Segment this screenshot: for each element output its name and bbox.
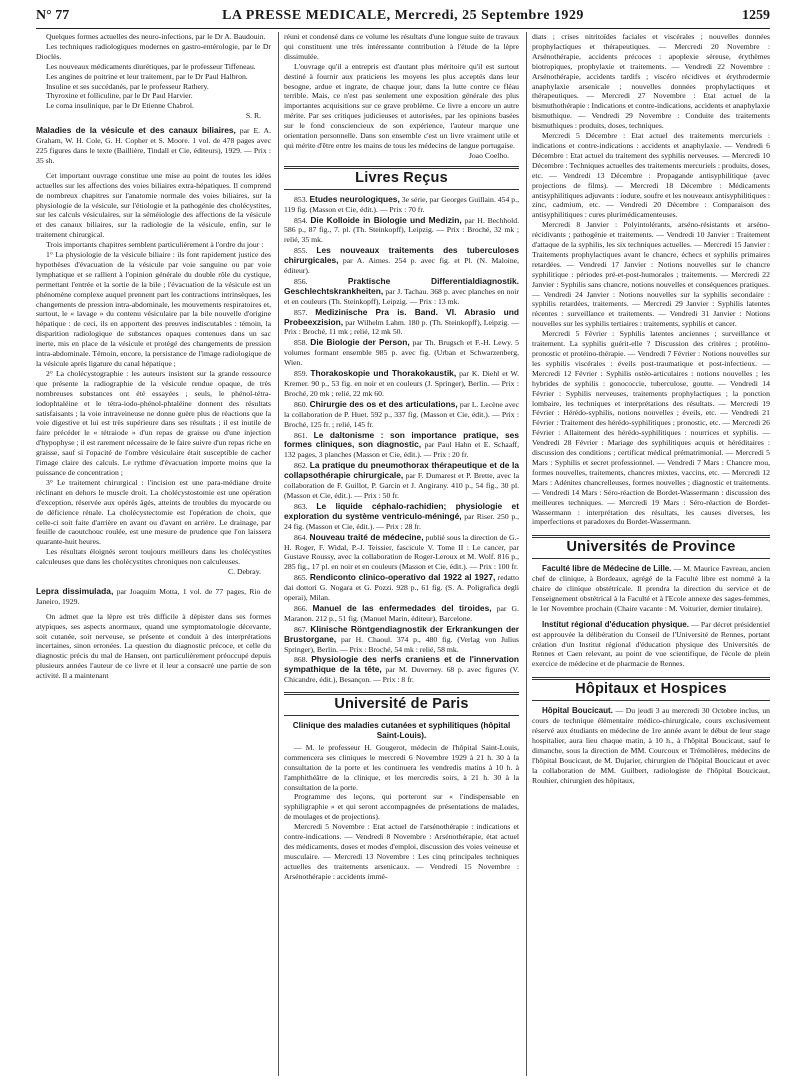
page-header bbox=[36, 6, 770, 29]
intro-list bbox=[36, 32, 271, 111]
news-item bbox=[532, 706, 770, 785]
course-text: — M. le professeur H. Gougerot, médecin de l'hôpital Saint-Louis, commencera ses cliniques le mercredi 6 Novembre 1929 à 21 h. 30 à la consultation de la porte et les continuera les vendredis matins à 10 h. à l'amphithéâtre de la clinique, et les mercredis soirs, à 21 h. 30 à la consultation de la porte. bbox=[284, 742, 519, 792]
review-citation: par E. A. Graham, W. H. Cole, G. H. Copher et S. Moore. 1 vol. de 478 pages avec 225 figures dans le texte (Baillière, Tindall et Cie, éditeurs), 1929. — Prix : 35 sh. bbox=[36, 126, 271, 165]
section-rule bbox=[532, 535, 770, 538]
news-text: — Du jeudi 3 au mercredi 30 Octobre inclus, un cours de technique élémentaire médico-chirurgicale, cours exclusivement réservé aux étudiants en médecine de 1re année avant le début de leur stage hospitalier, aura lieu chaque matin, à 10 h., à l'hôpital Boucicaut, sauf le dimanche, sous la direction de MM. Courcoux et Trémolières, médecins de l'hôpital Boucicaut, de M. Dujarier, chirurgien de l'hôpital Boucicaut et avec la collaboration de MM. Guilbert, radiologiste de l'hôpital Boucicaut, Rouhier, chirurgien des hôpitaux, bbox=[532, 706, 770, 785]
livres-heading: Livres Reçus bbox=[355, 169, 448, 186]
review-paragraph: Trois importants chapitres semblent particulièrement à l'ordre du jour : bbox=[46, 240, 264, 250]
book-title: Thorakoskopie und Thorakokaustik, bbox=[310, 368, 457, 379]
book-details: par Th. Brugsch et F.-H. Lewy. 5 volumes formant ensemble 985 p. avec fig. (Urban et Schwarzenberg, Wien. bbox=[284, 338, 519, 368]
book-title: Die Kolloide in Biologie und Medizin, bbox=[310, 214, 462, 225]
book-entry bbox=[284, 655, 519, 685]
book-entry bbox=[284, 431, 519, 461]
book-details: par K. Diehl et W. Kremer. 90 p., 53 fig. en noir et en couleurs (J. Springer), Berlin. — Prix : Broché, 20 mk ; relié, 22 mk 60. bbox=[284, 369, 519, 398]
book-details: par M. Duverney. 68 p. avec figures (V. Chicandre, édit.), Besançon. — Prix : 8 fr. bbox=[284, 665, 519, 685]
schedule-text: Mercredi 5 Février : Syphilis latentes anciennes ; surveillance et traitement. La syphilis guérit-elle ? Discussion des critères ; protéino-pronostic et protéino-thérapie. — Vendredi 7 Février : Notions nouvelles sur les syphilis viscérales : éveils post-traumatique et post-infectieux. — Mercredi 12 Février : Syphilis ostéo-articulaires : notions nouvelles ; les hybrides de syphilis : gonococcie, tuberculose, goutte. — Vendredi 14 Février : Syphilis nerveuses, traitements prophylactiques ; la ponction lombaire, les techniques et interprétations des résultats. — Mercredi 19 Février : Hérédo-syphilis, notions nouvelles ; éveils, etc. — Vendredi 21 Février : Traitement des hérédo-syphilitiques ; pronostic, etc. — Mercredi 26 Février : Allaitement des hérédo-syphilitiques : nourrices et syphilis. — Vendredi 28 Février : Mariage des syphilitiques acquis et héréditaires : discussion des conditions ; certificat médical prématrimonial. — Mercredi 5 Mars : Syphilis et secret professionnel. — Vendredi 7 Mars : Chancre mou, formes nouvelles, traitements, chancres mixtes, vaccins, etc. — Mercredi 12 Mars : Adénites chancrelleuses, formes nouvelles ; diagnostic et traitements. — Vendredi 14 Mars : Séro-réaction de Bordet-Wassermann : discussion des meilleures techniques. — Mercredi 19 Mars : Séro-réaction de Bordet-Wassermann : interprétation des résultats, les causes diverses, les imperfections et paradoxes du Bordet-Wassermann. bbox=[532, 329, 770, 527]
book-number: 863. bbox=[294, 501, 308, 511]
book-title: Le daltonisme : son importance pratique, ses formes cliniques, son diagnostic, bbox=[284, 429, 519, 450]
book-number: 861. bbox=[294, 430, 308, 440]
review-paragraph: On admet que la lèpre est très difficile à dépister dans ses formes atypiques, ses aspects anormaux, quand une symptomatologie décevante, soit cutanée, soit nerveuse, se présente et conduit à des interprétations incertaines, sinon erronées. La question du diagnostic précoce, et celle du diagnostic précis du mal de Hansen, ont particulièrement préoccupé depuis plusieurs années l'auteur de ce livre et il leur a consacré une partie de son activité. Il a maintenant bbox=[36, 611, 271, 681]
issue-number: N° 77 bbox=[36, 8, 70, 23]
journal-title: LA PRESSE MEDICALE, Mercredi, 25 Septembre 1929 bbox=[222, 8, 584, 23]
book-title: Les nouveaux traitements des tuberculoses chirurgicales, bbox=[284, 245, 519, 266]
review-body bbox=[36, 171, 271, 567]
book-entry bbox=[284, 338, 519, 368]
page-folio: 1259 bbox=[742, 8, 770, 23]
section-rule bbox=[284, 715, 519, 716]
intro-line: Le coma insulinique, par le Dr Etienne Chabrol. bbox=[46, 101, 194, 111]
book-title: Medizinische Pra is. Band. VI. Abrasio und Probeexzision, bbox=[284, 306, 519, 327]
schedule-text: Mercredi 5 Décembre : Etat actuel des traitements mercuriels : indications et contre-indications : accidents et anaphylaxie. — Vendredi 6 Décembre : Etat actuel du traitement des syphilis nerveuses. — Mercredi 10 Décembre : Techniques actuelles des traitements mercuriels : produits, doses, etc. — Vendredi 13 Décembre : Propagande antisyphilitique (avec projections de films). — Mercredi 18 Décembre : Médicaments antisyphilitiques adjuvants : iodure, soufre et les nouveaux antisyphilitiques : zinc, cadmium, etc. — Vendredi 20 Décembre : Comparaison des antisyphilitiques : cures plurimédicamenteuses. bbox=[532, 131, 770, 220]
review-paragraph: 1° La physiologie de la vésicule biliaire : ils font rapidement justice des hypothèses d'évacuation de la vésicule par voie sanguine ou par voie lymphatique et se rallient à l'opinion générale du double rôle du cystique, permettant l'entrée et la sortie de la bile ; l'évacuation de la vésicule est un phénomène complexe auquel prennent part les contractions intrinsèques, les changements de pression intra-abdominale, les mouvements respiratoires et, surtout, le « lavage » du contenu vésiculaire par la bile nouvelle d'origine hépatique : de ceci, ils en apportent des preuves indiscutables : témoin, la disparition radiologique de substances opaques contenues dans un sac inerte, mis en place de la vésicule et protégé des changements de pression intra-abdominale. Témoin, encore, la persistance de l'image radiologique de la vésicule après ligature du canal hépatique ; bbox=[36, 250, 271, 368]
book-entry bbox=[284, 277, 519, 307]
book-entry bbox=[284, 308, 519, 338]
book-details: par L. Lecène avec la collaboration de P. Huet. 592 p., 337 fig. (Masson et Cie, édit.). — Prix : Broché, 125 fr. ; relié, 145 fr. bbox=[284, 399, 519, 429]
book-entry bbox=[284, 400, 519, 430]
book-entry bbox=[284, 625, 519, 655]
column-divider bbox=[526, 32, 527, 1076]
book-number: 858. bbox=[294, 338, 308, 348]
review-paragraph: 2° La cholécystographie : les auteurs insistent sur la grande ressource que présente la radiographie de la vésicule rendue opaque, de très nombreuses substances ont été essayées ; seuls, le phénol-tétra-iodophtaléine et le tétra-iodo-phénol-phtaléine donnent des résultats satisfaisants ; la voie intraveineuse ne donne guère plus de réactions que la voie digestive et lui est très supérieure dans ses résultats ; il est inutile de faire précéder le « tétraiode » d'un repas de graisse ou d'une injection d'hypophyse ; il est rarement nécessaire de le faire suivre d'un repas riche en graisse, sauf si l'opacité de l'ombre vésiculaire était susceptible de cacher l'image claire des calculs. Le rythme d'évacuation importe moins que la puissance de concentration ; bbox=[36, 368, 271, 477]
review-title: Lepra dissimulada, bbox=[36, 585, 114, 596]
news-title: Hôpital Boucicaut. bbox=[542, 706, 613, 716]
course-text: Mercredi 5 Novembre : Etat actuel de l'arsénothérapie : indications et contre-indications. — Vendredi 8 Novembre : Arsénothérapie, état actuel des médicaments, doses et modes d'emploi, discussion des voies veineuse et musculaire. — Mercredi 13 Novembre : Les cinq principales techniques actuelles des traitements arsenicaux. — Vendredi 15 Novembre : Arsénothérapie : accidents immé- bbox=[284, 822, 519, 881]
column-3 bbox=[532, 32, 770, 1076]
review-paragraph: L'ouvrage qu'il a entrepris est d'autant plus méritoire qu'il est surtout destiné à fournir aux praticiens les moyens les plus acceptés dans leur besogne, ardue et ingrate, de chaque jour, dans la lutte contre ce fléau terrible. Mais, ce n'est pas seulement une exposition générale des plus importantes acquisitions sur ce grave problème. Ce livre a encore un autre mérite. Par ses critiques judicieuses et autorisées, par les opinions basées sur le fond consciencieux de son expérience, l'auteur marque une orientation personnelle. Dans son ensemble c'est un livre vraiment utile et qui mérite d'être entre les mains de tous les médecins de langue portugaise. bbox=[284, 61, 519, 150]
review-heading bbox=[36, 126, 271, 166]
book-details: par H. Bechhold. 586 p., 87 fig., 7. pl. (Th. Steinkopff), Leipzig. — Prix : Broché, 32 mk ; relié, 35 mk. bbox=[284, 215, 519, 245]
book-details: redatto dai dottori G. Nogara et G. Pozzi. 928 p., 61 fig. (S. A. Poligrafica degli operai), Milan. bbox=[284, 573, 519, 603]
book-entry bbox=[284, 461, 519, 501]
book-details: par J. Tachau. 368 p. avec planches en noir et en couleurs (Th. Steinkopff), Leipzig. — Prix : 13 mk. bbox=[284, 286, 519, 306]
section-rule bbox=[284, 692, 519, 695]
news-text: — M. Maurice Favreau, ancien chef de clinique, à Bordeaux, agrégé de la Faculté libre est nommé à la chaire de clinique obstétricale. Il prendra la direction du service et de l'enseignement obstétrical à la Faculté et à l'Ecole annexe des sages-femmes, le 1er Novembre prochain (Chaire vacante : M. Voiturier, dernier titulaire). bbox=[532, 564, 770, 613]
book-title: Le liquide céphalo-rachidien; physiologie et exploration du système ventriculo-méningé, bbox=[284, 500, 519, 521]
column-2 bbox=[284, 32, 519, 1076]
review-paragraph: Cet important ouvrage constitue une mise au point de toutes les idées actuelles sur les affections des voies biliaires extra-hépatiques. Il comprend de nombreux chapitres sur l'anatomie normale des voies biliaires, sur la physiologie de la vésicule, sur l'étiologie et la pathogénie des cholécystites, sur les calculs vésiculaires, sur la séméiologie des affections de la vésicule et des canaux biliaires, sur la radiologie de la vésicule, enfin, sur le traitement chirurgical. bbox=[36, 170, 271, 240]
book-number: 857. bbox=[294, 307, 308, 317]
book-number: 860. bbox=[294, 399, 308, 409]
course-text: Programme des leçons, qui porteront sur « l'indispensable en syphiligraphie » et qui seront accompagnées de présentations de malades, de moulages et de projections). bbox=[284, 792, 519, 822]
signature: S. R. bbox=[245, 111, 261, 121]
book-entry bbox=[284, 369, 519, 399]
review-title: Maladies de la vésicule et des canaux biliaires, bbox=[36, 125, 236, 136]
schedule-text: diats ; crises nitritoïdes faciales et viscérales ; nouvelles données prophylactiques et thérapeutiques. — Mercredi 20 Novembre : Arsénothérapie, accidents précoces : apoplexie séreuse, érythèmes biotropiques, prophylaxie et traitements. — Vendredi 22 Novembre : Arsénothérapie, accidents tardifs ; viscéro récidives et érythrodermie anaphylaxie arsenicale ; nouvelles données prophylactiques et thérapeutiques. — Mercredi 27 Novembre : Etat actuel de la bismuthothérapie : Indications et contre-indications, accidents et anaphylaxie bismuthique. — Vendredi 29 Novembre : Conduite des traitements bismuthiques : produits, doses, techniques. bbox=[532, 32, 770, 131]
section-rule bbox=[532, 700, 770, 701]
news-title: Institut régional d'éducation physique. bbox=[542, 619, 689, 629]
news-item bbox=[532, 620, 770, 670]
book-title: Manuel de las enfermedades del tiroides, bbox=[312, 602, 492, 613]
book-number: 862. bbox=[294, 461, 308, 471]
book-title: Nouveau traité de médecine, bbox=[309, 531, 424, 542]
review-heading bbox=[36, 587, 271, 607]
book-details: par G. Maranon. 212 p., 51 fig. (Manuel Marin, éditeur), Barcelone. bbox=[284, 603, 519, 623]
column-1 bbox=[36, 32, 271, 1076]
book-title: Die Biologie der Person, bbox=[310, 337, 410, 348]
intro-line: Les nouveaux médicaments diurétiques, par le professeur Tiffeneau. bbox=[46, 61, 256, 71]
signature: Joao Coelho. bbox=[468, 150, 509, 160]
book-number: 855. bbox=[294, 246, 308, 256]
section-rule bbox=[284, 189, 519, 190]
section-rule bbox=[284, 166, 519, 169]
review-paragraph: réuni et condensé dans ce volume les résultats d'une longue suite de travaux qui constituent une très intéressante contribution à l'étude de la lèpre dissimulée. bbox=[284, 32, 519, 61]
book-number: 859. bbox=[294, 369, 308, 379]
section-rule bbox=[532, 677, 770, 680]
book-number: 865. bbox=[294, 573, 308, 583]
book-entry bbox=[284, 195, 519, 215]
intro-line: Les angines de poitrine et leur traitement, par le Dr Paul Halbron. bbox=[46, 71, 248, 81]
review-paragraph: Les résultats éloignés seront toujours meilleurs dans les cholécystites calculeuses que dans les cholécystites chroniques non calculeuses. bbox=[36, 547, 271, 567]
review-citation: par Joaquim Motta, 1 vol. de 77 pages, Rio de Janeiro, 1929. bbox=[36, 586, 271, 606]
news-item bbox=[532, 564, 770, 614]
book-title: Klinische Röntgendiagnostik der Erkrankungen der Brustorgane, bbox=[284, 623, 519, 644]
book-title: La pratique du pneumothorax thérapeutique et de la collapsothérapie chirurgicale, bbox=[284, 460, 519, 481]
column-divider bbox=[278, 32, 279, 1076]
book-details: par Riser. 250 p., 24 fig. (Masson et Cie, édit.). — Prix : 28 fr. bbox=[284, 511, 519, 531]
course-title: Clinique des maladies cutanées et syphilitiques (hôpital Saint-Louis). bbox=[292, 721, 511, 740]
book-title: Etudes neurologiques, bbox=[309, 193, 400, 204]
intro-line: Les techniques radiologiques modernes en gastro-entérologie, par le Dr Dioclès. bbox=[36, 41, 271, 61]
book-details: par F. Dumarest et P. Brette, avec la collaboration de F. Guillot, P. Garcin et J. Angirany. 410 p., 54 fig., 30 pl. (Masson et Cie, édit.). — Prix : 50 fr. bbox=[284, 471, 519, 500]
book-title: Chirurgie des os et des articulations, bbox=[309, 398, 458, 409]
university-heading: Université de Paris bbox=[334, 696, 469, 713]
book-details: par A. Aimes. 254 p. avec fig. et Pl. (N. Maloine, éditeur). bbox=[284, 256, 519, 276]
book-title: Rendiconto clinico-operativo dal 1922 al 1927, bbox=[309, 572, 496, 583]
book-number: 853. bbox=[294, 194, 308, 204]
book-details: par Paul Hahn et E. Schaaff, 132 pages, 3 planches (Masson et Cie, édit.). — Prix : 20 fr. bbox=[284, 440, 519, 460]
book-entry bbox=[284, 573, 519, 603]
book-title: Praktische Differentialdiagnostik. Geschlechtskrankheiten, bbox=[284, 275, 519, 296]
intro-line: Thyroxine et folliculine, par le Dr Paul Harvier. bbox=[46, 91, 193, 101]
book-number: 868. bbox=[294, 655, 308, 665]
signature: C. Debray. bbox=[227, 567, 261, 577]
book-number: 867. bbox=[294, 624, 308, 634]
book-details: publié sous la direction de G.-H. Roger, F. Widal, P.-J. Teissier, fascicule V. Tome II : Le cancer, par Gustave Roussy, avec la collaboration de Roger-Leroux et M. Wolf. 816 p., 285 fig., 17 pl. en noir et en couleurs (Masson et Cie, édit.). — Prix : 100 fr. bbox=[284, 532, 519, 572]
book-details: par H. Chaoul. 374 p., 480 fig. (Verlag von Julius Springer), Berlin. — Prix : Broché, 54 mk : relié, 58 mk. bbox=[284, 634, 519, 654]
book-number: 854. bbox=[294, 215, 308, 225]
news-title: Faculté libre de Médecine de Lille. bbox=[542, 564, 672, 574]
book-title: Physiologie des nerfs craniens et de l'innervation sympathique de la tête, bbox=[284, 654, 519, 675]
section-rule bbox=[532, 558, 770, 559]
news-text: — Par décret présidentiel est approuvée la délibération du Conseil de l'Université de Rennes, portant création d'un Institut régional d'éducation physique des Universités de Rennes et Caen relevant, au point de vue scientifique, de l'école de plein exercice de médecine et de pharmacie de Rennes. bbox=[532, 619, 770, 669]
book-details: par Wilhelm Lahm. 180 p. (Th. Steinkopff), Leipzig. — Prix : Broché, 11 mk ; relié, 12 mk 50. bbox=[284, 317, 519, 337]
intro-line: Insuline et ses succédanés, par le professeur Rathery. bbox=[46, 81, 209, 91]
books-list bbox=[284, 195, 519, 686]
book-details: 3e série, par Georges Guillain. 454 p., 119 fig. (Masson et Cie, édit.). — Prix : 70 fr. bbox=[284, 194, 519, 214]
book-entry bbox=[284, 533, 519, 573]
hospitals-heading: Hôpitaux et Hospices bbox=[575, 681, 727, 698]
book-number: 864. bbox=[294, 532, 308, 542]
schedule-text: Mercredi 8 Janvier : Polyintolérants, arséno-résistants et arséno-récidivants ; pathogénie et traitements. — Vendredi 10 Janvier : Traitement d'attaque de la syphilis, les six techniques actuelles. — Mercredi 15 Janvier : Traitements prophylactiques avant le chancre, échecs et syphilis primaires retardées. — Vendredi 17 Janvier : Notions nouvelles sur le chancre syphilitique : périodes pré-et-post-humorales ; traitements. — Mercredi 22 Janvier : Syphilis sans chancre, notions nouvelles et conséquences pratiques. — Vendredi 24 Janvier : Notions nouvelles sur la syphilis secondaire : syphilis retardées, traitements. — Mercredi 29 Janvier : Syphilis latentes récentes : surveillance et traitements. — Vendredi 31 Janvier : Notions nouvelles sur les syphilis tertiaires : traitements, syphilis et cancer. bbox=[532, 220, 770, 329]
book-entry bbox=[284, 502, 519, 532]
book-number: 856. bbox=[294, 276, 308, 286]
book-entry bbox=[284, 246, 519, 276]
province-heading: Universités de Province bbox=[566, 539, 736, 556]
book-entry bbox=[284, 216, 519, 246]
book-entry bbox=[284, 604, 519, 624]
intro-line: Quelques formes actuelles des neuro-infections, par le Dr A. Baudouin. bbox=[46, 32, 266, 41]
review-paragraph: 3° Le traitement chirurgical : l'incision est une para-médiane droite réclinant en dehors le muscle droit. La cholécystostomie est une opération d'exception, réservée aux opérés âgés, atteints de troubles du myocarde ou de déficience rénale. La cholécystectomie est l'opération de choix, que celle-ci soit faite d'arrière en avant ou d'avant en arrière. Le drainage, par feuille de caoutchouc roulée, est une mesure de prudence que l'on laissera quarante-huit heures. bbox=[36, 477, 271, 547]
book-number: 866. bbox=[294, 603, 308, 613]
